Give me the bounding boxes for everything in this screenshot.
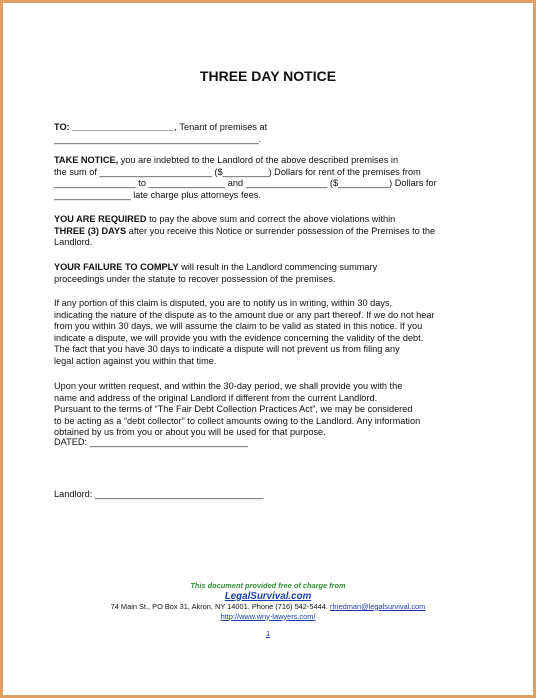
take-notice-line-3: ________________ to _______________ and ________________ ($__________) Dollars for — [54, 178, 437, 188]
dispute-line: indicating the nature of the dispute as to the amount due or any part thereof. If we do not hear — [54, 309, 435, 320]
take-notice-line-4: _______________ late charge plus attorneys fees. — [54, 189, 261, 200]
failure-label: YOUR FAILURE TO COMPLY — [54, 262, 179, 272]
take-notice-label: TAKE NOTICE, — [54, 155, 119, 165]
to-line — [54, 122, 494, 134]
failure-text-1: will result in the Landlord commencing summary — [178, 262, 378, 272]
dispute-line: If any portion of this claim is disputed, you are to notify us in writing, within 30 days, — [54, 298, 393, 308]
dispute-paragraph — [54, 298, 494, 367]
landlord-blank: _________________________________ — [94, 489, 264, 499]
dispute-line: from you within 30 days, we will assume the claim to be valid as stated in this notice. If you — [54, 321, 423, 331]
take-notice-section — [54, 155, 494, 201]
failure-line-2: proceedings under the statute to recover possession of the premises. — [54, 273, 336, 284]
tenant-blank: ____________________ — [72, 122, 175, 132]
required-section — [54, 214, 494, 249]
landlord-line — [54, 489, 494, 501]
landlord-label: Landlord: — [54, 489, 93, 499]
dated-line — [54, 437, 494, 449]
request-line: Pursuant to the terms of “The Fair Debt Collection Practices Act”, we may be considered — [54, 404, 413, 414]
provided-by-text: This document provided free of charge from — [190, 581, 346, 590]
take-notice-line-2: the sum of ______________________ ($_________) Dollars for rent of the premises from — [54, 166, 421, 177]
page-number: 1 — [265, 629, 271, 639]
failure-line-1 — [54, 262, 494, 274]
three-days-label: THREE (3) DAYS — [54, 225, 127, 236]
dispute-line: indicate a dispute, we will provide you with the evidence concerning the validity of the debt. — [54, 332, 424, 343]
take-notice-line-1 — [54, 155, 494, 167]
required-text-2: after you receive this Notice or surrender possession of the Premises to the — [126, 225, 436, 236]
dispute-line: The fact that you have 30 days to indicate a dispute will not prevent us from filing any — [54, 344, 400, 354]
dated-blank: _______________________________ — [89, 437, 248, 447]
take-notice-text-1: you are indebted to the Landlord of the above described premises in — [118, 155, 399, 165]
to-tail: , Tenant of premises at — [174, 122, 268, 132]
required-line-2 — [54, 226, 494, 238]
request-line: to be acting as a “debt collector” to collect amounts owing to the Landlord. Any information — [54, 415, 421, 426]
footer-address: 74 Main St., PO Box 31, Akron, NY 14001. Phone (716) 542-5444. — [110, 601, 330, 611]
required-text-1: to pay the above sum and correct the above violations within — [146, 214, 396, 224]
to-label: TO: — [54, 122, 70, 132]
document-title: THREE DAY NOTICE — [199, 68, 337, 84]
footer — [54, 581, 482, 639]
request-line: obtained by us from you or about you will be used for that purpose. — [54, 427, 326, 437]
email-link[interactable]: rfnedman@legalsurvival.com — [329, 601, 426, 611]
required-label: YOU ARE REQUIRED — [54, 214, 147, 224]
required-line-1 — [54, 214, 494, 226]
request-line: Upon your written request, and within the 30-day period, we shall provide you with the — [54, 381, 403, 391]
request-paragraph — [54, 381, 494, 439]
required-line-3: Landlord. — [54, 237, 93, 247]
dated-label: DATED: — [54, 437, 88, 447]
website-link[interactable]: http://www.wny-lawyers.com/ — [220, 611, 316, 621]
dispute-line: legal action against you within that time. — [54, 355, 217, 366]
request-line: name and address of the original Landlord if different from the current Landlord. — [54, 392, 378, 403]
legalsurvival-link[interactable]: LegalSurvival.com — [224, 590, 312, 602]
failure-section — [54, 262, 494, 285]
premises-blank: ________________________________________. — [54, 133, 261, 144]
to-section — [54, 122, 494, 145]
